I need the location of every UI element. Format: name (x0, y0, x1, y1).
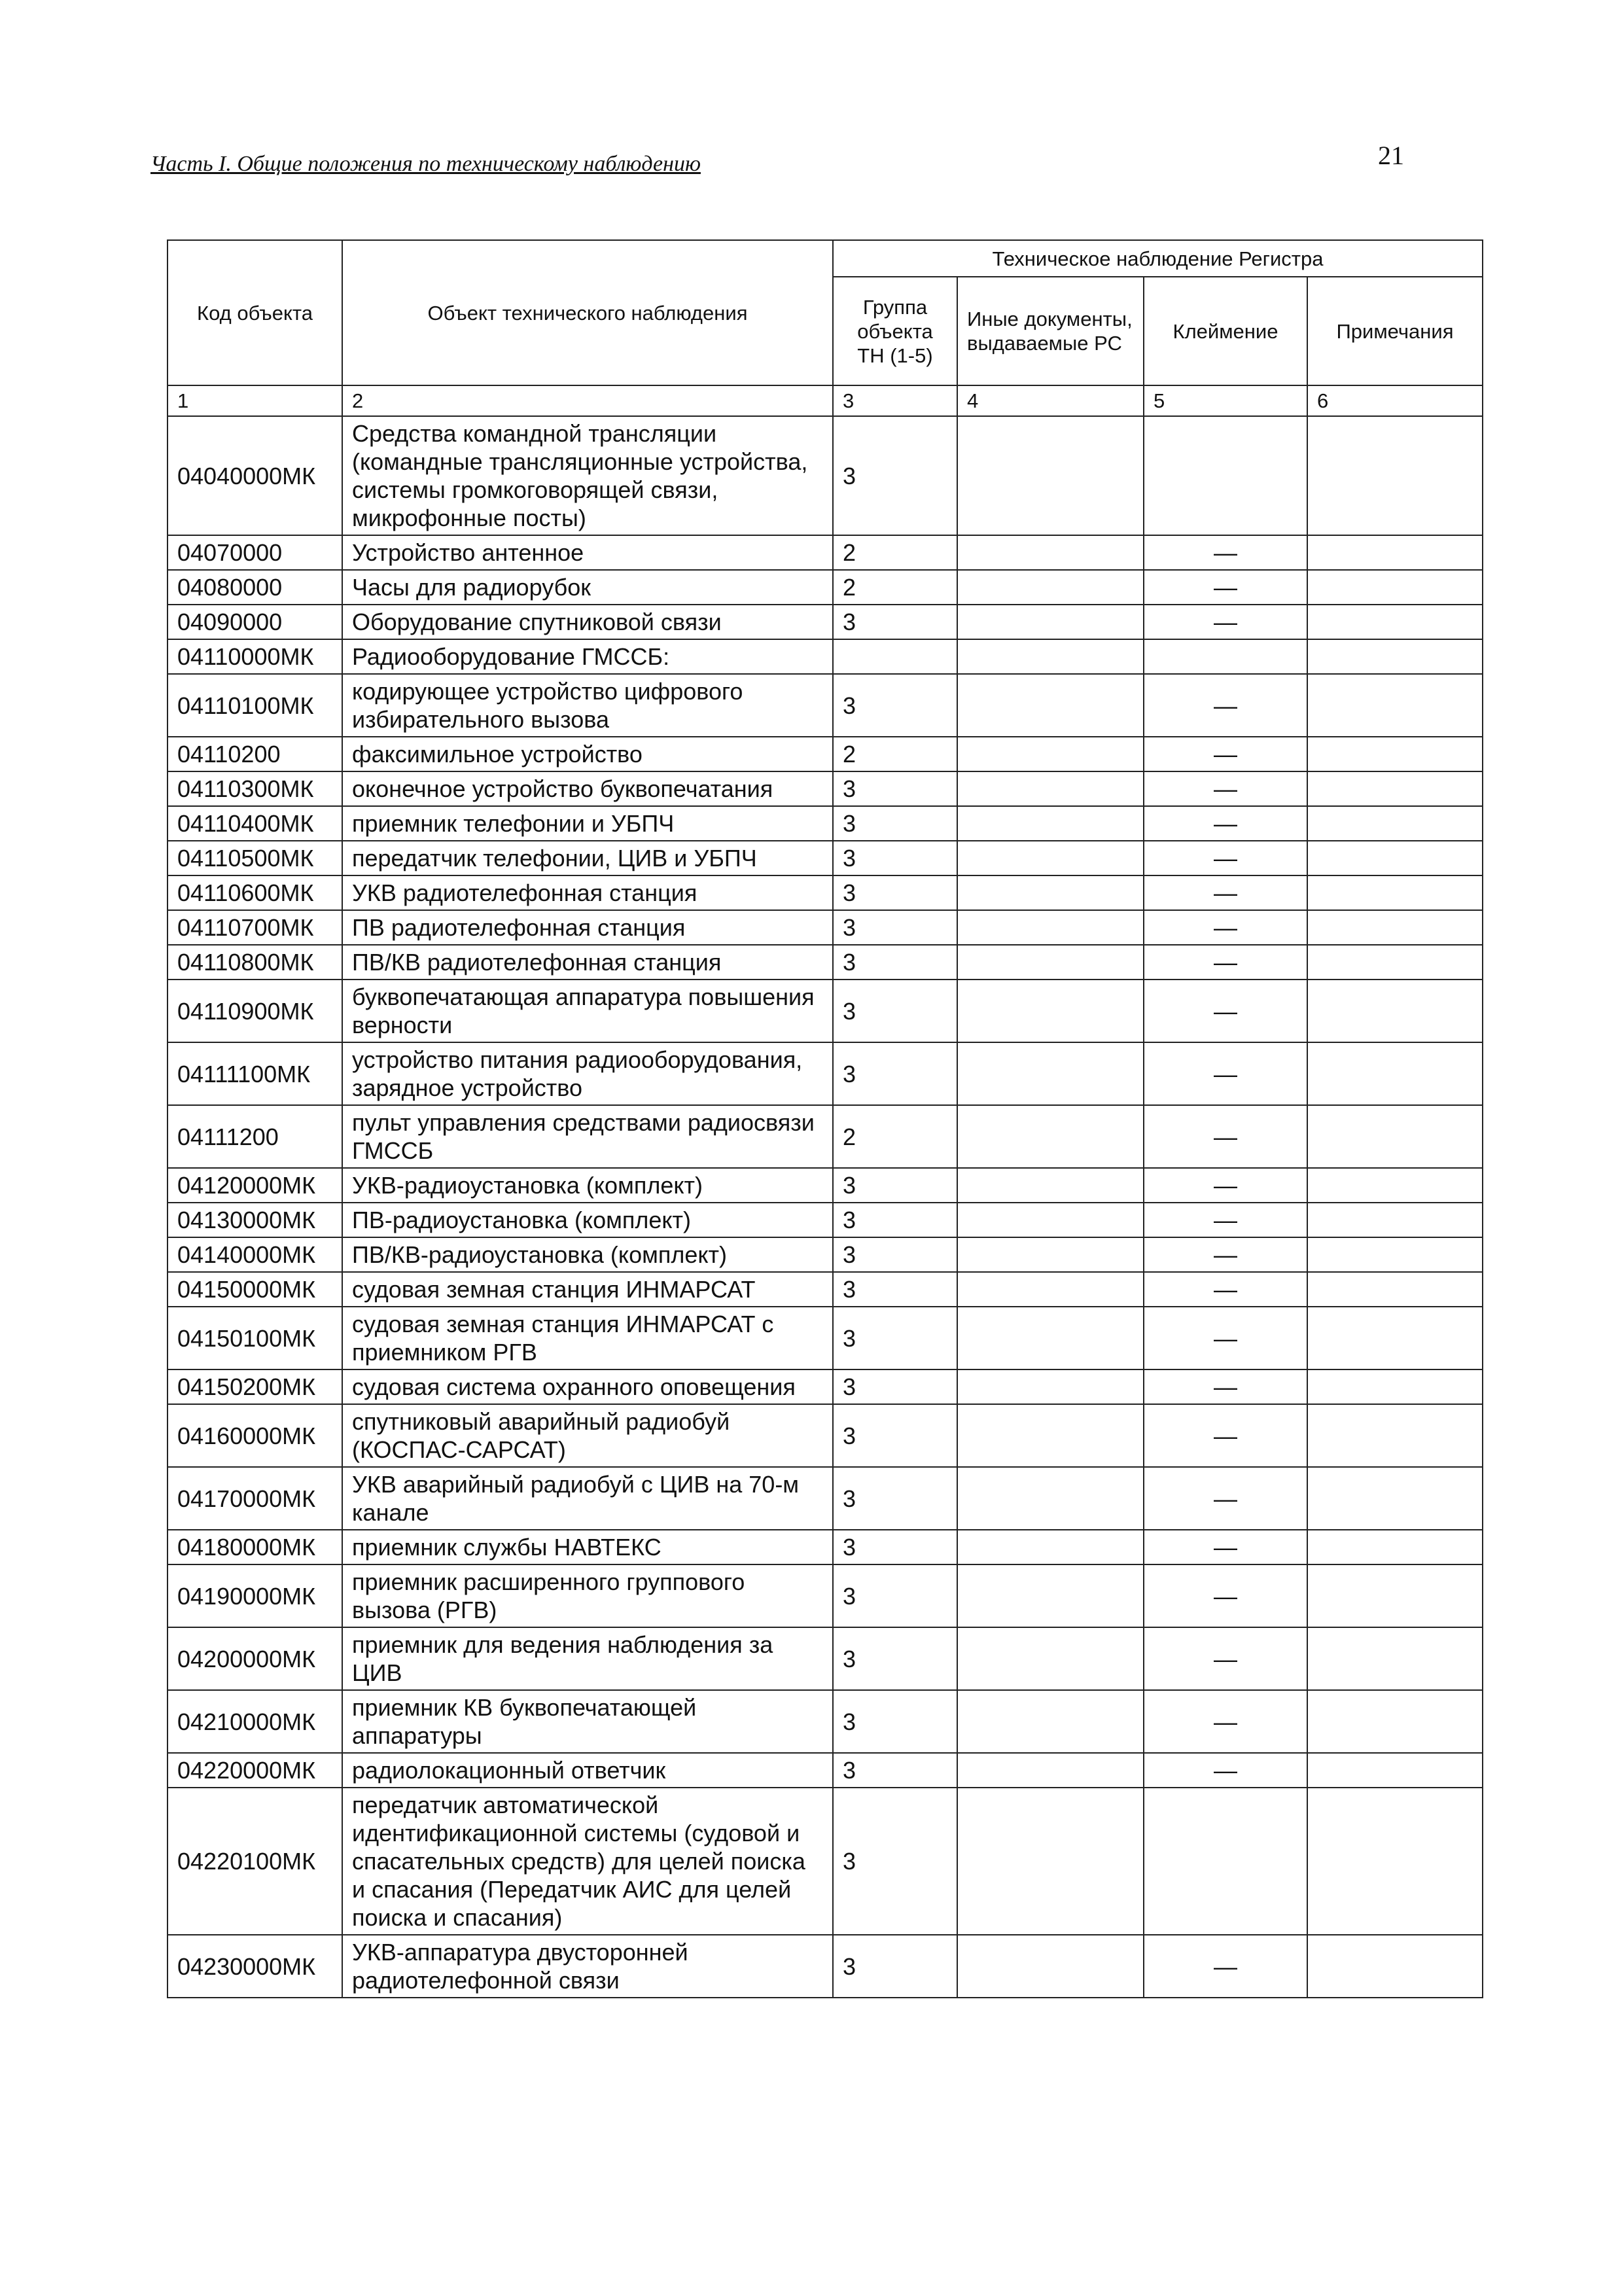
table-row (167, 1168, 1483, 1203)
column-number: 6 (1307, 385, 1483, 416)
table-row (167, 1564, 1483, 1627)
table-row (167, 1467, 1483, 1530)
group-cell: 3 (833, 1307, 957, 1369)
docs-cell (957, 737, 1144, 771)
marking-cell: — (1144, 535, 1307, 570)
docs-cell (957, 1753, 1144, 1788)
object-code-cell: 04070000 (167, 535, 342, 570)
object-name-cell: спутниковый аварийный радиобуй (КОСПАС-САРСАТ) (342, 1404, 833, 1467)
column-numbers-row (167, 385, 1483, 416)
table-row (167, 806, 1483, 841)
table-row (167, 771, 1483, 806)
notes-cell (1307, 1369, 1483, 1404)
object-name-cell: УКВ аварийный радиобуй с ЦИВ на 70-м канале (342, 1467, 833, 1530)
table-row (167, 1272, 1483, 1307)
header-survey: Техническое наблюдение Регистра (833, 240, 1483, 277)
docs-cell (957, 945, 1144, 980)
group-cell: 3 (833, 1467, 957, 1530)
notes-cell (1307, 737, 1483, 771)
docs-cell (957, 1530, 1144, 1564)
group-cell: 3 (833, 806, 957, 841)
object-name-cell: Часы для радиорубок (342, 570, 833, 605)
object-code-cell: 04180000МК (167, 1530, 342, 1564)
table-row (167, 1627, 1483, 1690)
object-name-cell: пульт управления средствами радиосвязи ГМССБ (342, 1105, 833, 1168)
group-cell: 3 (833, 771, 957, 806)
object-code-cell: 04110800МК (167, 945, 342, 980)
table-row (167, 674, 1483, 737)
survey-table (167, 239, 1483, 1998)
group-cell: 3 (833, 1203, 957, 1237)
group-cell: 3 (833, 1788, 957, 1935)
marking-cell: — (1144, 875, 1307, 910)
group-cell: 3 (833, 1369, 957, 1404)
object-code-cell: 04110200 (167, 737, 342, 771)
table-row (167, 1788, 1483, 1935)
header-code: Код объекта (167, 240, 342, 385)
group-cell: 3 (833, 1690, 957, 1753)
group-cell: 3 (833, 910, 957, 945)
docs-cell (957, 1105, 1144, 1168)
object-code-cell: 04150100МК (167, 1307, 342, 1369)
notes-cell (1307, 875, 1483, 910)
marking-cell: — (1144, 737, 1307, 771)
marking-cell: — (1144, 605, 1307, 639)
table-row (167, 1530, 1483, 1564)
docs-cell (957, 1627, 1144, 1690)
notes-cell (1307, 1467, 1483, 1530)
table-row (167, 1404, 1483, 1467)
object-code-cell: 04110900МК (167, 980, 342, 1042)
object-code-cell: 04160000МК (167, 1404, 342, 1467)
marking-cell (1144, 1788, 1307, 1935)
marking-cell: — (1144, 1272, 1307, 1307)
header-marking: Клеймение (1144, 277, 1307, 385)
object-name-cell: оконечное устройство буквопечатания (342, 771, 833, 806)
marking-cell: — (1144, 1203, 1307, 1237)
object-code-cell: 04111100МК (167, 1042, 342, 1105)
header-object: Объект технического наблюдения (342, 240, 833, 385)
marking-cell: — (1144, 1530, 1307, 1564)
docs-cell (957, 980, 1144, 1042)
notes-cell (1307, 1042, 1483, 1105)
object-name-cell: ПВ радиотелефонная станция (342, 910, 833, 945)
column-number: 4 (957, 385, 1144, 416)
group-cell: 3 (833, 674, 957, 737)
header-group: Группа объекта ТН (1-5) (833, 277, 957, 385)
table-row (167, 980, 1483, 1042)
notes-cell (1307, 1690, 1483, 1753)
group-cell: 3 (833, 945, 957, 980)
object-name-cell: передатчик автоматической идентификационной системы (судовой и спасательных средств) для целей поиска и спасания (Передатчик АИС для целей поиска и спасания) (342, 1788, 833, 1935)
marking-cell: — (1144, 1105, 1307, 1168)
notes-cell (1307, 1203, 1483, 1237)
group-cell: 3 (833, 1564, 957, 1627)
notes-cell (1307, 1530, 1483, 1564)
table-row (167, 416, 1483, 535)
table-row (167, 1105, 1483, 1168)
object-name-cell: Оборудование спутниковой связи (342, 605, 833, 639)
notes-cell (1307, 1105, 1483, 1168)
marking-cell: — (1144, 806, 1307, 841)
object-code-cell: 04220100МК (167, 1788, 342, 1935)
object-code-cell: 04220000МК (167, 1753, 342, 1788)
table-row (167, 605, 1483, 639)
notes-cell (1307, 980, 1483, 1042)
notes-cell (1307, 570, 1483, 605)
running-header: Часть I. Общие положения по техническому наблюдению (150, 152, 701, 176)
group-cell (833, 639, 957, 674)
docs-cell (957, 841, 1144, 875)
docs-cell (957, 535, 1144, 570)
notes-cell (1307, 1237, 1483, 1272)
docs-cell (957, 639, 1144, 674)
group-cell: 3 (833, 1753, 957, 1788)
docs-cell (957, 1467, 1144, 1530)
marking-cell: — (1144, 1307, 1307, 1369)
marking-cell: — (1144, 1467, 1307, 1530)
column-number: 3 (833, 385, 957, 416)
docs-cell (957, 570, 1144, 605)
object-name-cell: судовая земная станция ИНМАРСАТ с приемником РГВ (342, 1307, 833, 1369)
marking-cell: — (1144, 1042, 1307, 1105)
table-header (167, 240, 1483, 416)
table-row (167, 1203, 1483, 1237)
notes-cell (1307, 1272, 1483, 1307)
notes-cell (1307, 674, 1483, 737)
group-cell: 3 (833, 1935, 957, 1998)
object-code-cell: 04140000МК (167, 1237, 342, 1272)
object-code-cell: 04150000МК (167, 1272, 342, 1307)
table-row (167, 570, 1483, 605)
group-cell: 2 (833, 570, 957, 605)
object-code-cell: 04110400МК (167, 806, 342, 841)
docs-cell (957, 1203, 1144, 1237)
group-cell: 3 (833, 1168, 957, 1203)
notes-cell (1307, 1753, 1483, 1788)
object-name-cell: УКВ радиотелефонная станция (342, 875, 833, 910)
object-name-cell: Устройство антенное (342, 535, 833, 570)
object-name-cell: Радиооборудование ГМССБ: (342, 639, 833, 674)
notes-cell (1307, 1935, 1483, 1998)
marking-cell: — (1144, 570, 1307, 605)
object-code-cell: 04130000МК (167, 1203, 342, 1237)
object-code-cell: 04110000МК (167, 639, 342, 674)
object-name-cell: кодирующее устройство цифрового избирательного вызова (342, 674, 833, 737)
table-row (167, 1307, 1483, 1369)
marking-cell (1144, 416, 1307, 535)
object-code-cell: 04190000МК (167, 1564, 342, 1627)
object-code-cell: 04230000МК (167, 1935, 342, 1998)
object-name-cell: судовая земная станция ИНМАРСАТ (342, 1272, 833, 1307)
object-name-cell: приемник телефонии и УБПЧ (342, 806, 833, 841)
table-row (167, 910, 1483, 945)
notes-cell (1307, 639, 1483, 674)
table-row (167, 737, 1483, 771)
docs-cell (957, 1935, 1144, 1998)
object-name-cell: приемник службы НАВТЕКС (342, 1530, 833, 1564)
group-cell: 3 (833, 605, 957, 639)
docs-cell (957, 1404, 1144, 1467)
marking-cell: — (1144, 1690, 1307, 1753)
docs-cell (957, 1168, 1144, 1203)
marking-cell (1144, 639, 1307, 674)
column-number: 2 (342, 385, 833, 416)
object-name-cell: радиолокационный ответчик (342, 1753, 833, 1788)
group-cell: 3 (833, 1404, 957, 1467)
marking-cell: — (1144, 1935, 1307, 1998)
header-docs: Иные документы, выдаваемые РС (957, 277, 1144, 385)
group-cell: 3 (833, 1042, 957, 1105)
object-code-cell: 04110600МК (167, 875, 342, 910)
table-row (167, 1369, 1483, 1404)
group-cell: 2 (833, 737, 957, 771)
table-row (167, 1753, 1483, 1788)
table-row (167, 1935, 1483, 1998)
table-row (167, 875, 1483, 910)
group-cell: 3 (833, 841, 957, 875)
group-cell: 3 (833, 1627, 957, 1690)
notes-cell (1307, 806, 1483, 841)
marking-cell: — (1144, 771, 1307, 806)
marking-cell: — (1144, 1168, 1307, 1203)
notes-cell (1307, 1307, 1483, 1369)
object-code-cell: 04120000МК (167, 1168, 342, 1203)
notes-cell (1307, 1788, 1483, 1935)
notes-cell (1307, 771, 1483, 806)
marking-cell: — (1144, 1627, 1307, 1690)
marking-cell: — (1144, 674, 1307, 737)
notes-cell (1307, 1564, 1483, 1627)
notes-cell (1307, 605, 1483, 639)
notes-cell (1307, 1404, 1483, 1467)
object-code-cell: 04090000 (167, 605, 342, 639)
table-row (167, 841, 1483, 875)
object-name-cell: приемник расширенного группового вызова (РГВ) (342, 1564, 833, 1627)
object-name-cell: ПВ-радиоустановка (комплект) (342, 1203, 833, 1237)
docs-cell (957, 1690, 1144, 1753)
docs-cell (957, 1564, 1144, 1627)
object-code-cell: 04210000МК (167, 1690, 342, 1753)
marking-cell: — (1144, 1404, 1307, 1467)
docs-cell (957, 910, 1144, 945)
table-row (167, 945, 1483, 980)
docs-cell (957, 674, 1144, 737)
notes-cell (1307, 535, 1483, 570)
marking-cell: — (1144, 841, 1307, 875)
table-row (167, 1237, 1483, 1272)
marking-cell: — (1144, 1369, 1307, 1404)
object-name-cell: ПВ/КВ-радиоустановка (комплект) (342, 1237, 833, 1272)
column-number: 5 (1144, 385, 1307, 416)
object-name-cell: приемник КВ буквопечатающей аппаратуры (342, 1690, 833, 1753)
docs-cell (957, 1307, 1144, 1369)
marking-cell: — (1144, 1564, 1307, 1627)
marking-cell: — (1144, 945, 1307, 980)
docs-cell (957, 1788, 1144, 1935)
table-row (167, 1690, 1483, 1753)
object-code-cell: 04150200МК (167, 1369, 342, 1404)
marking-cell: — (1144, 1237, 1307, 1272)
object-code-cell: 04040000МК (167, 416, 342, 535)
docs-cell (957, 806, 1144, 841)
table-row (167, 1042, 1483, 1105)
object-code-cell: 04170000МК (167, 1467, 342, 1530)
object-name-cell: ПВ/КВ радиотелефонная станция (342, 945, 833, 980)
docs-cell (957, 1369, 1144, 1404)
object-name-cell: передатчик телефонии, ЦИВ и УБПЧ (342, 841, 833, 875)
group-cell: 3 (833, 1237, 957, 1272)
notes-cell (1307, 416, 1483, 535)
object-code-cell: 04110100МК (167, 674, 342, 737)
object-name-cell: приемник для ведения наблюдения за ЦИВ (342, 1627, 833, 1690)
object-name-cell: устройство питания радиооборудования, зарядное устройство (342, 1042, 833, 1105)
docs-cell (957, 875, 1144, 910)
docs-cell (957, 1042, 1144, 1105)
notes-cell (1307, 1168, 1483, 1203)
group-cell: 3 (833, 875, 957, 910)
table-row (167, 639, 1483, 674)
object-name-cell: факсимильное устройство (342, 737, 833, 771)
object-name-cell: УКВ-аппаратура двусторонней радиотелефонной связи (342, 1935, 833, 1998)
object-code-cell: 04080000 (167, 570, 342, 605)
notes-cell (1307, 841, 1483, 875)
docs-cell (957, 771, 1144, 806)
object-name-cell: Средства командной трансляции (командные трансляционные устройства, системы громкоговорящей связи, микрофонные посты) (342, 416, 833, 535)
object-name-cell: буквопечатающая аппаратура повышения верности (342, 980, 833, 1042)
notes-cell (1307, 1627, 1483, 1690)
group-cell: 2 (833, 1105, 957, 1168)
group-cell: 2 (833, 535, 957, 570)
object-code-cell: 04110500МК (167, 841, 342, 875)
group-cell: 3 (833, 1272, 957, 1307)
docs-cell (957, 1237, 1144, 1272)
docs-cell (957, 416, 1144, 535)
notes-cell (1307, 910, 1483, 945)
table-body (167, 416, 1483, 1998)
marking-cell: — (1144, 1753, 1307, 1788)
group-cell: 3 (833, 416, 957, 535)
docs-cell (957, 1272, 1144, 1307)
notes-cell (1307, 945, 1483, 980)
column-number: 1 (167, 385, 342, 416)
header-notes: Примечания (1307, 277, 1483, 385)
object-code-cell: 04110700МК (167, 910, 342, 945)
docs-cell (957, 605, 1144, 639)
object-name-cell: судовая система охранного оповещения (342, 1369, 833, 1404)
group-cell: 3 (833, 1530, 957, 1564)
object-code-cell: 04200000МК (167, 1627, 342, 1690)
object-code-cell: 04110300МК (167, 771, 342, 806)
object-code-cell: 04111200 (167, 1105, 342, 1168)
marking-cell: — (1144, 910, 1307, 945)
page-number: 21 (1378, 141, 1404, 170)
object-name-cell: УКВ-радиоустановка (комплект) (342, 1168, 833, 1203)
table-row (167, 535, 1483, 570)
group-cell: 3 (833, 980, 957, 1042)
marking-cell: — (1144, 980, 1307, 1042)
